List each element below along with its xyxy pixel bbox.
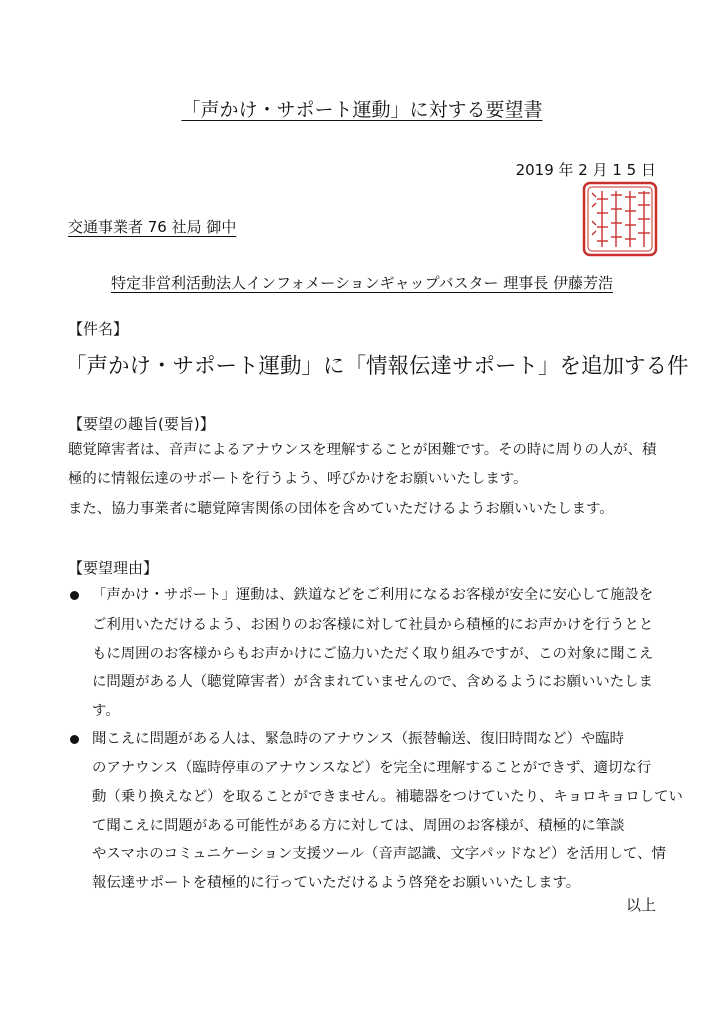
reason-line: 報伝達サポートを積極的に行っていただけるよう啓発をお願いいたします。 bbox=[92, 875, 581, 891]
summary-label: 【要望の趣旨(要旨)】 bbox=[68, 415, 215, 433]
reason-line: に問題がある人（聴覚障害者）が含まれていませんので、含めるようにお願いいたしま bbox=[92, 674, 653, 690]
summary-line: 極的に情報伝達のサポートを行うよう、呼びかけをお願いいたします。 bbox=[68, 471, 528, 487]
bullet-icon bbox=[70, 591, 79, 600]
summary-line: 聴覚障害者は、音声によるアナウンスを理解することが困難です。その時に周りの人が、積 bbox=[68, 442, 657, 458]
document-date: 2019 年 2 月 1 5 日 bbox=[515, 161, 656, 179]
reason-line: やスマホのコミュニケーション支援ツール（音声認識、文字パッドなど）を活用して、情 bbox=[92, 846, 666, 862]
reason-line: のアナウンス（臨時停車のアナウンスなど）を完全に理解することができず、適切な行 bbox=[92, 760, 652, 776]
closing-text: 以上 bbox=[625, 896, 656, 914]
reason-line: 聞こえに問題がある人は、緊急時のアナウンス（振替輸送、復旧時間など）や臨時 bbox=[92, 731, 625, 747]
reason-line: もに周囲のお客様からもお声かけにご協力いただく取り組みですが、この対象に聞こえ bbox=[92, 646, 654, 662]
reason-line: て聞こえに問題がある可能性がある方に対しては、周囲のお客様が、積極的に筆談 bbox=[92, 818, 625, 834]
bullet-icon bbox=[70, 735, 79, 744]
subject-text: 「声かけ・サポート運動」に「情報伝達サポート」を追加する件 bbox=[65, 354, 689, 379]
subject-label: 【件名】 bbox=[68, 320, 129, 338]
document-title-text: 「声かけ・サポート運動」に対する要望書 bbox=[181, 99, 543, 121]
addressee: 交通事業者 76 社局 御中 bbox=[68, 218, 237, 236]
reason-line: 「声かけ・サポート」運動は、鉄道などをご利用になるお客様が安全に安心して施設を bbox=[92, 587, 654, 603]
reason-line: ご利用いただけるよう、お困りのお客様に対して社員から積極的にお声かけを行うとと bbox=[92, 617, 654, 633]
reasons-label: 【要望理由】 bbox=[68, 559, 159, 577]
reason-line: 動（乗り換えなど）を取ることができません。補聴器をつけていたり、キョロキョロしてい bbox=[92, 789, 683, 805]
reason-line: す。 bbox=[92, 703, 120, 719]
seal-stamp-icon bbox=[582, 181, 658, 257]
document-title bbox=[0, 95, 724, 122]
sender: 特定非営利活動法人インフォメーションギャップバスター 理事長 伊藤芳浩 bbox=[111, 274, 613, 292]
summary-line: また、協力事業者に聴覚障害関係の団体を含めていただけるようお願いいたします。 bbox=[68, 501, 614, 517]
